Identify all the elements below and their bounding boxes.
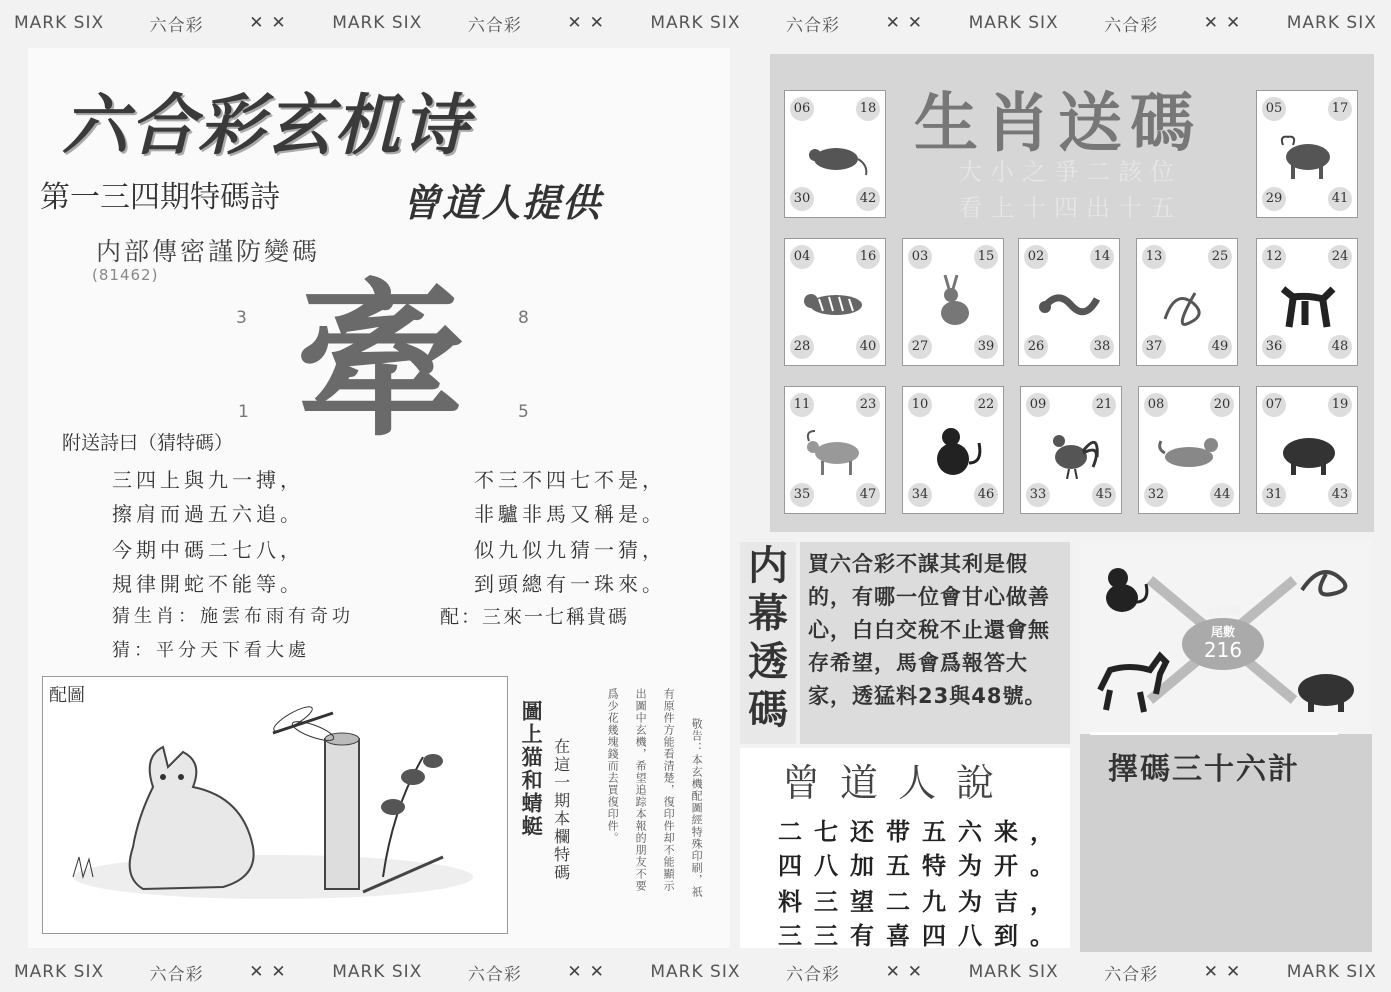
- cross-icon: ✕ ✕: [885, 962, 924, 982]
- zodiac-number: 16: [856, 245, 880, 269]
- zodiac-card-goat: [784, 386, 886, 514]
- zodiac-number: 05: [1262, 97, 1286, 121]
- master-says-line: 料三望二九为吉，: [778, 888, 1066, 916]
- notice-line: 出圖中玄機，希望追踪本報的朋友不要: [634, 688, 648, 892]
- banner-item: 六合彩: [467, 964, 522, 985]
- master-says-title: 曾道人說: [782, 761, 1015, 805]
- rabbit-icon: [921, 275, 987, 331]
- cross-icon: ✕ ✕: [567, 13, 605, 33]
- zodiac-number: 47: [856, 483, 880, 507]
- dragon-icon: [1037, 275, 1103, 331]
- inner-code-heading: 内部傳密謹防變碼: [96, 237, 321, 266]
- page-title: 六合彩玄机诗: [62, 87, 470, 164]
- monkey-icon: [1106, 568, 1147, 612]
- tail-badge-value: 216: [1203, 638, 1243, 662]
- zodiac-number: 03: [908, 245, 932, 269]
- zodiac-subtitle: 大小之爭二該位: [958, 158, 1182, 186]
- tail-badge-top: 生肖尾碼: [1204, 607, 1241, 617]
- banner-item: 六合彩: [149, 964, 204, 985]
- zodiac-title: 生肖送碼: [914, 87, 1202, 161]
- zodiac-card-pig: [1256, 386, 1358, 514]
- zodiac-number: 06: [790, 97, 814, 121]
- zodiac-number: 23: [856, 393, 880, 417]
- zodiac-number: 11: [790, 393, 814, 417]
- issue-heading: 第一三四期特碼詩: [40, 180, 280, 215]
- poem-left-line: 猜：平分天下看大處: [112, 640, 310, 661]
- banner-item: MARK SIX: [332, 13, 423, 33]
- insider-heading-box: [740, 542, 796, 744]
- insider-text: 買六合彩不謀其利是假的，有哪一位會甘心做善心，白白交稅不止還會無存希望，馬會爲報答大家，透猛料23與48號。: [800, 542, 1070, 744]
- bottom-banner: [0, 955, 1391, 989]
- zodiac-number: 04: [790, 245, 814, 269]
- insider-heading-char: 碼: [748, 687, 788, 733]
- zodiac-number: 26: [1024, 335, 1048, 359]
- zodiac-card-dragon: [1018, 238, 1120, 366]
- horse-icon: [1275, 275, 1341, 331]
- zodiac-number: 33: [1026, 483, 1050, 507]
- cross-icon: ✕ ✕: [885, 13, 924, 33]
- zodiac-number: 18: [856, 97, 880, 121]
- zodiac-number: 07: [1262, 393, 1286, 417]
- zodiac-number: 41: [1328, 187, 1352, 211]
- rooster-icon: [1039, 423, 1105, 479]
- banner-item: MARK SIX: [650, 962, 741, 982]
- zodiac-number: 02: [1024, 245, 1048, 269]
- cross-icon: ✕ ✕: [1203, 13, 1242, 33]
- banner-item: 六合彩: [1104, 15, 1159, 36]
- zodiac-number: 21: [1092, 393, 1116, 417]
- snake-icon: [1155, 275, 1221, 331]
- notice-line: 有原件方能看清楚，復印件却不能顯示: [662, 688, 676, 892]
- zodiac-card-snake: [1136, 238, 1238, 366]
- zodiac-number: 25: [1208, 245, 1232, 269]
- zodiac-number: 45: [1092, 483, 1116, 507]
- zodiac-number: 49: [1208, 335, 1232, 359]
- banner-item: 六合彩: [786, 964, 841, 985]
- poem-intro: 附送詩曰（猜特碼）: [62, 432, 234, 454]
- zodiac-number: 12: [1262, 245, 1286, 269]
- corner-number-bl: 1: [238, 402, 249, 422]
- cross-icon: ✕ ✕: [249, 962, 287, 982]
- zodiac-number: 19: [1328, 393, 1352, 417]
- corner-number-tl: 3: [236, 308, 247, 328]
- poem-left-line: 規律開蛇不能等。: [112, 572, 304, 596]
- insider-heading-char: 内: [748, 543, 788, 589]
- zodiac-number: 27: [908, 335, 932, 359]
- zodiac-number: 31: [1262, 483, 1286, 507]
- thirtysix-title: 擇碼三十六計: [1108, 752, 1300, 787]
- rat-icon: [803, 127, 869, 183]
- divider: [1090, 732, 1338, 735]
- zodiac-number: 24: [1328, 245, 1352, 269]
- zodiac-card-tiger: [784, 238, 886, 366]
- tiger-icon: [803, 275, 869, 331]
- poem-right-line: 非驢非馬又稱是。: [474, 502, 666, 526]
- notice-line: 爲少花幾塊錢而去買復印件。: [606, 688, 620, 844]
- zodiac-number: 46: [974, 483, 998, 507]
- big-riddle-character: 牽: [296, 264, 464, 460]
- zodiac-number: 48: [1328, 335, 1352, 359]
- dog-icon: [1157, 423, 1223, 479]
- zodiac-card-monkey: [902, 386, 1004, 514]
- provider-heading: 曾道人提供: [402, 181, 603, 225]
- ox-icon: [1275, 127, 1341, 183]
- poem-right-line: 到頭總有一珠來。: [474, 572, 666, 596]
- banner-item: 六合彩: [786, 15, 841, 36]
- zodiac-number: 28: [790, 335, 814, 359]
- zodiac-card-rabbit: [902, 238, 1004, 366]
- zodiac-number: 36: [1262, 335, 1286, 359]
- zodiac-number: 09: [1026, 393, 1050, 417]
- cross-icon: ✕ ✕: [1203, 962, 1242, 982]
- banner-item: MARK SIX: [1286, 13, 1377, 33]
- tail-badge: [1182, 607, 1264, 670]
- zodiac-number: 13: [1142, 245, 1166, 269]
- pig-icon: [1298, 674, 1354, 712]
- master-says-line: 三三有喜四八到。: [778, 922, 1066, 950]
- zodiac-number: 43: [1328, 483, 1352, 507]
- banner-item: MARK SIX: [650, 13, 741, 33]
- poem-left-line: 擦肩而過五六追。: [112, 502, 304, 526]
- zodiac-card-rooster: [1020, 386, 1122, 514]
- zodiac-number: 10: [908, 393, 932, 417]
- zodiac-number: 17: [1328, 97, 1352, 121]
- pig-icon: [1275, 423, 1341, 479]
- insider-heading-char: 幕: [748, 591, 788, 637]
- zodiac-subtitle: 看上十四出十五: [958, 194, 1182, 222]
- top-banner: [0, 6, 1391, 40]
- zodiac-number: 34: [908, 483, 932, 507]
- banner-item: 六合彩: [1104, 964, 1159, 985]
- zodiac-number: 38: [1090, 335, 1114, 359]
- banner-item: MARK SIX: [968, 962, 1059, 982]
- illustration-label: 配圖: [49, 685, 85, 706]
- zodiac-number: 30: [790, 187, 814, 211]
- master-says-line: 四八加五特为开。: [778, 852, 1066, 880]
- zodiac-card-ox: [1256, 90, 1358, 218]
- notice-line: 敬告：本玄機配圖經特殊印刷，祇: [690, 718, 704, 898]
- zodiac-number: 39: [974, 335, 998, 359]
- banner-item: MARK SIX: [968, 13, 1059, 33]
- banner-item: MARK SIX: [1286, 962, 1377, 982]
- zodiac-number: 35: [790, 483, 814, 507]
- poem-left-line: 三四上與九一搏，: [112, 468, 304, 492]
- zodiac-number: 44: [1210, 483, 1234, 507]
- zodiac-number: 42: [856, 187, 880, 211]
- banner-item: MARK SIX: [14, 962, 105, 982]
- caption-main: 圖上猫和蜻蜓: [519, 700, 545, 838]
- zodiac-number: 37: [1142, 335, 1166, 359]
- banner-item: MARK SIX: [14, 13, 105, 33]
- zodiac-number: 32: [1144, 483, 1168, 507]
- zodiac-card-horse: [1256, 238, 1358, 366]
- zodiac-card-rat: [784, 90, 886, 218]
- insider-heading-char: 透: [748, 639, 788, 685]
- cat-dragonfly-illustration: [43, 677, 509, 935]
- zodiac-number: 08: [1144, 393, 1168, 417]
- snake-icon: [1302, 572, 1345, 595]
- zodiac-number: 15: [974, 245, 998, 269]
- banner-item: 六合彩: [149, 15, 204, 36]
- zodiac-card-dog: [1138, 386, 1240, 514]
- zodiac-number: 20: [1210, 393, 1234, 417]
- poem-left-line: 今期中碼二七八，: [112, 538, 304, 562]
- zodiac-number: 14: [1090, 245, 1114, 269]
- cross-icon: ✕ ✕: [567, 962, 605, 982]
- corner-number-tr: 8: [518, 308, 529, 328]
- banner-item: 六合彩: [467, 15, 522, 36]
- poem-right-line: 配：三來一七稱貴碼: [440, 606, 630, 628]
- banner-item: MARK SIX: [332, 962, 423, 982]
- zodiac-number: 29: [1262, 187, 1286, 211]
- caption-sub: 在這一期本欄特碼: [551, 738, 571, 882]
- corner-number-br: 5: [518, 402, 529, 422]
- zodiac-number: 22: [974, 393, 998, 417]
- goat-icon: [803, 423, 869, 479]
- monkey-icon: [921, 423, 987, 479]
- phone-number: (81462): [92, 266, 159, 284]
- poem-right-line: 似九似九猜一猜，: [474, 538, 666, 562]
- zodiac-number: 40: [856, 335, 880, 359]
- tail-badge-label: 尾數: [1210, 625, 1235, 639]
- cross-icon: ✕ ✕: [249, 13, 287, 33]
- illustration-box: [42, 676, 508, 934]
- horse-icon: [1100, 656, 1166, 712]
- master-says-line: 二七还带五六来，: [778, 818, 1066, 846]
- poem-right-line: 不三不四七不是，: [474, 468, 666, 492]
- poem-left-line: 猜生肖：施雲布雨有奇功: [112, 606, 354, 627]
